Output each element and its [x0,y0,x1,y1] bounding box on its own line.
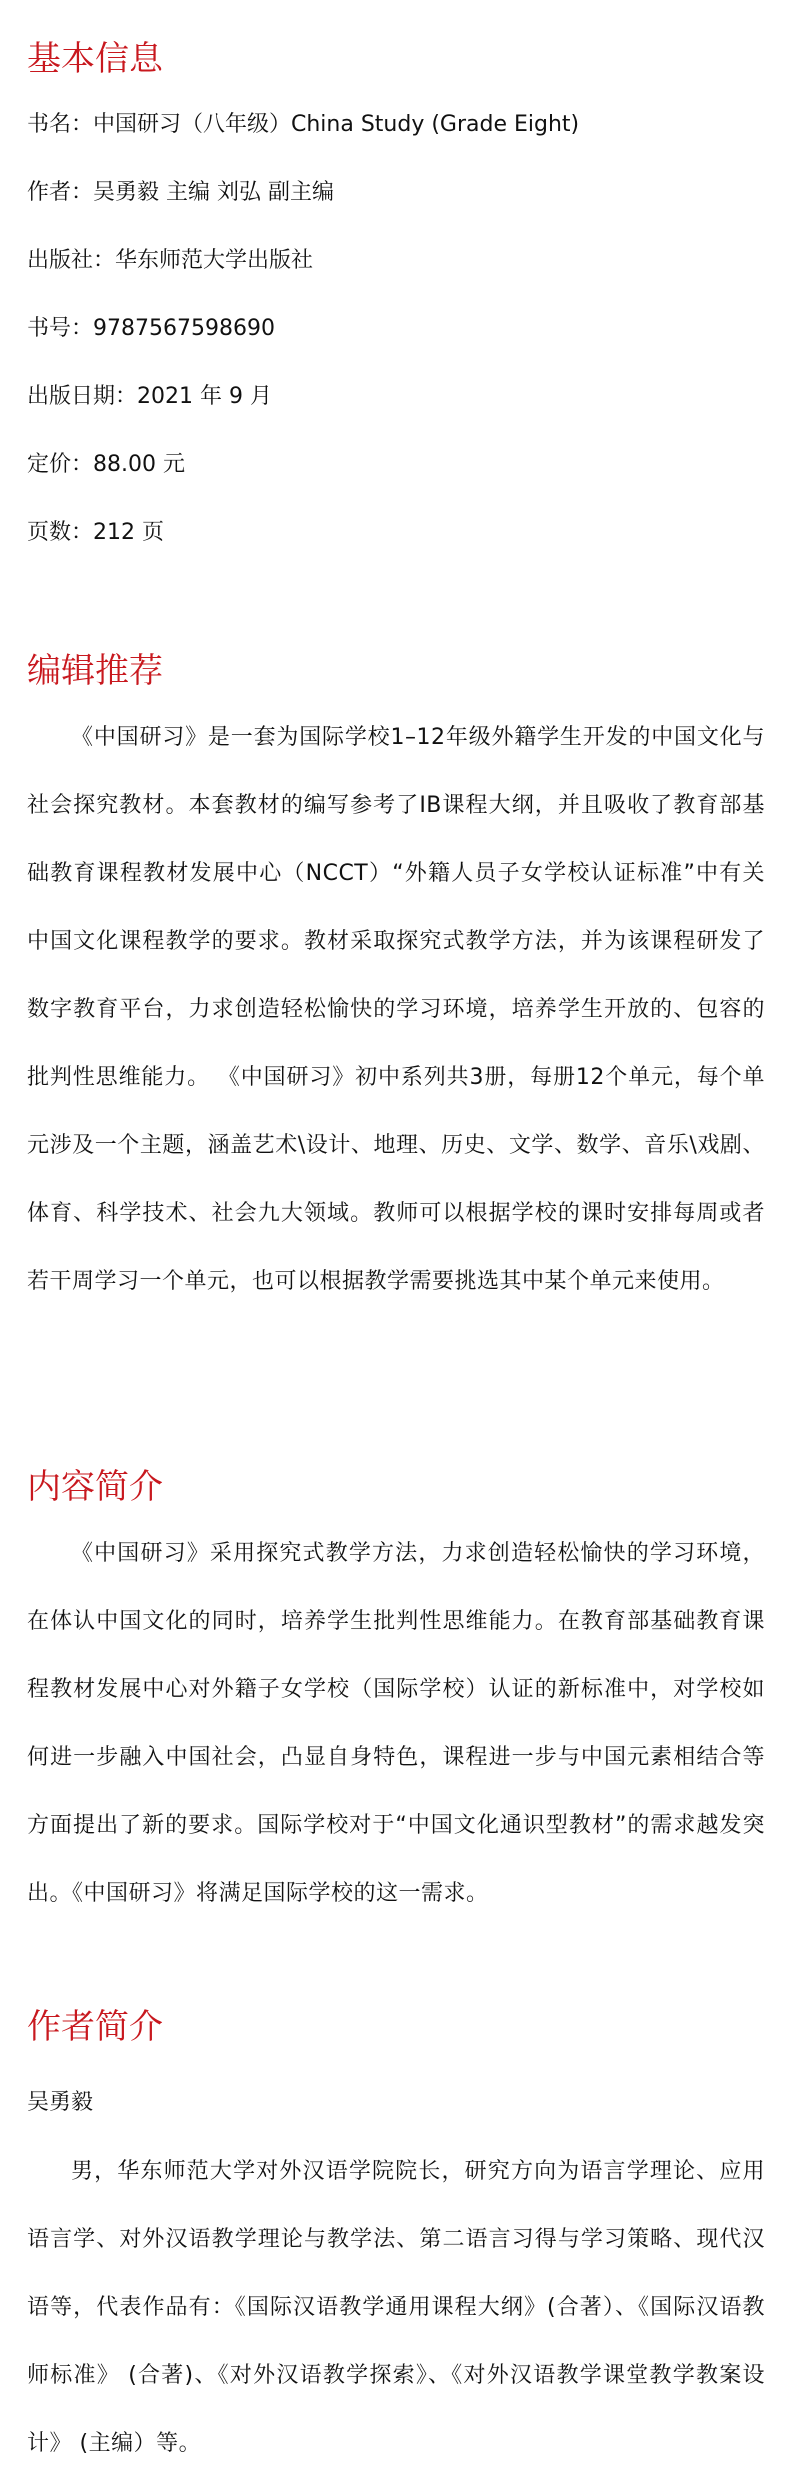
publisher-line: 出版社：华东师范大学出版社 [27,248,314,273]
book-title-line: 书名：中国研习（八年级）China Study (Grade Eight) [27,112,580,137]
content-intro-heading: 内容简介 [27,1467,163,1507]
price-line: 定价：88.00 元 [27,452,185,477]
basic-info-list [27,114,765,590]
page-count-line: 页数：212 页 [27,520,164,545]
author-line: 作者：吴勇毅 主编 刘弘 副主编 [27,180,334,205]
basic-info-heading: 基本信息 [27,39,163,79]
publish-date-line: 出版日期：2021 年 9 月 [27,384,272,409]
content-intro-text: 《中国研习》采用探究式教学方法，力求创造轻松愉快的学习环境，在体认中国文化的同时，培养学生批判性思维能力。在教育部基础教育课程教材发展中心对外籍子女学校（国际学校）认证的新标准中，对学校如何进一步融入中国社会，凸显自身特色，课程进一步与中国元素相结合等方面提出了新的要求。国际学校对于“中国文化通识型教材”的需求越发突出。《中国研习》将满足国际学校的这一需求。 [27,1541,765,1906]
editor-recommendation-text: 《中国研习》是一套为国际学校1–12年级外籍学生开发的中国文化与社会探究教材。本套教材的编写参考了IB课程大纲，并且吸收了教育部基础教育课程教材发展中心（NCCT）“外籍人员子女学校认证标准”中有关中国文化课程教学的要求。教材采取探究式教学方法，并为该课程研发了数字教育平台，力求创造轻松愉快的学习环境，培养学生开放的、包容的批判性思维能力。 《中国研习》初中系列共3册，每册12个单元，每个单元涉及一个主题，涵盖艺术\设计、地理、历史、文学、数学、音乐\戏剧、体育、科学技术、社会九大领域。教师可以根据学校的课时安排每周或者若干周学习一个单元，也可以根据教学需要挑选其中某个单元来使用。 [27,725,765,1294]
author-name: 吴勇毅 [27,2090,94,2115]
author-bio-text: 男，华东师范大学对外汉语学院院长，研究方向为语言学理论、应用语言学、对外汉语教学理论与教学法、第二语言习得与学习策略、现代汉语等，代表作品有：《国际汉语教学通用课程大纲》(合著）、《国际汉语教师标准》 (合著)、《对外汉语教学探索》、《对外汉语教学课堂教学教案设计》 (主编）等。 [27,2159,765,2456]
isbn-line: 书号：9787567598690 [27,316,275,341]
editor-recommendation-heading: 编辑推荐 [27,651,163,691]
author-intro-heading: 作者简介 [27,2007,163,2047]
